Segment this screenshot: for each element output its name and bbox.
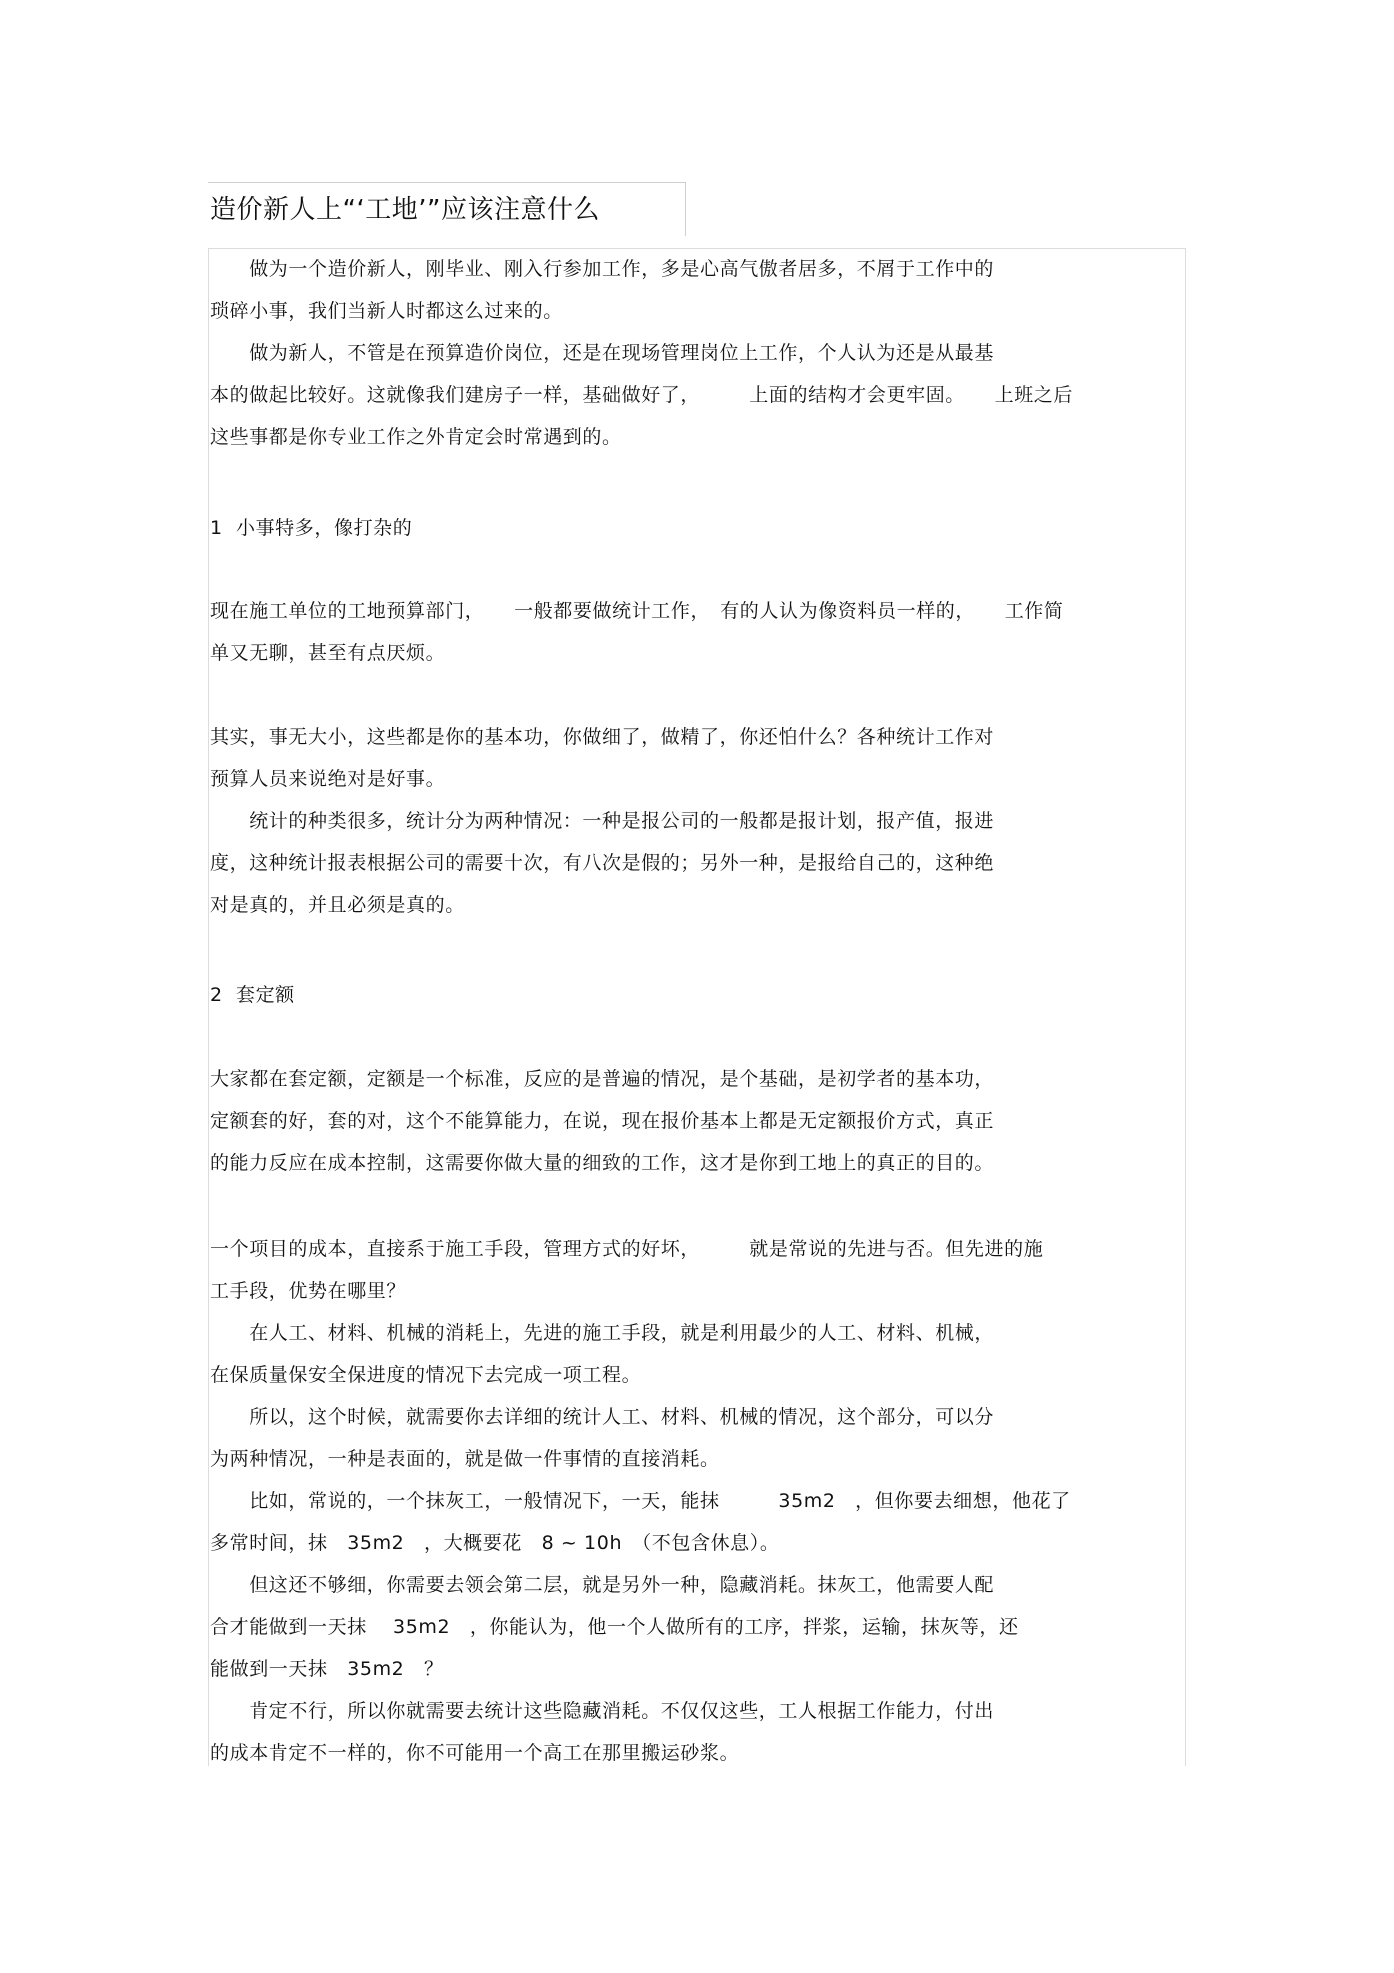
paragraph-line: 工手段，优势在哪里？ bbox=[210, 1280, 407, 1302]
paragraph-line: 多常时间，抹 35m2 ，大概要花 8 ~ 10h （不包含休息）。 bbox=[210, 1532, 780, 1554]
paragraph-line: 度，这种统计报表根据公司的需要十次，有八次是假的；另外一种，是报给自己的，这种绝 bbox=[210, 852, 995, 874]
paragraph-line: 大家都在套定额，定额是一个标准，反应的是普遍的情况，是个基础，是初学者的基本功， bbox=[210, 1068, 995, 1090]
paragraph-line: 预算人员来说绝对是好事。 bbox=[210, 768, 446, 790]
paragraph-line: 的成本肯定不一样的，你不可能用一个高工在那里搬运砂浆。 bbox=[210, 1742, 740, 1764]
paragraph-line: 做为一个造价新人，刚毕业、刚入行参加工作，多是心高气傲者居多，不屑于工作中的 bbox=[210, 258, 995, 280]
paragraph-line: 一个项目的成本，直接系于施工手段，管理方式的好坏， 就是常说的先进与否。但先进的施 bbox=[210, 1238, 1044, 1260]
paragraph-line: 定额套的好，套的对，这个不能算能力，在说，现在报价基本上都是无定额报价方式，真正 bbox=[210, 1110, 995, 1132]
paragraph-line: 在保质量保安全保进度的情况下去完成一项工程。 bbox=[210, 1364, 642, 1386]
section-heading: 2 套定额 bbox=[210, 984, 295, 1006]
paragraph-line: 琐碎小事，我们当新人时都这么过来的。 bbox=[210, 300, 563, 322]
paragraph-line: 单又无聊，甚至有点厌烦。 bbox=[210, 642, 446, 664]
paragraph-line: 现在施工单位的工地预算部门， 一般都要做统计工作， 有的人认为像资料员一样的， 工作简 bbox=[210, 600, 1064, 622]
paragraph-line: 对是真的，并且必须是真的。 bbox=[210, 894, 465, 916]
paragraph-line: 为两种情况，一种是表面的，就是做一件事情的直接消耗。 bbox=[210, 1448, 720, 1470]
paragraph-line: 的能力反应在成本控制，这需要你做大量的细致的工作，这才是你到工地上的真正的目的。 bbox=[210, 1152, 995, 1174]
paragraph-line: 但这还不够细，你需要去领会第二层，就是另外一种，隐藏消耗。抹灰工，他需要人配 bbox=[210, 1574, 995, 1596]
paragraph-line: 在人工、材料、机械的消耗上，先进的施工手段，就是利用最少的人工、材料、机械， bbox=[210, 1322, 995, 1344]
paragraph-line: 统计的种类很多，统计分为两种情况：一种是报公司的一般都是报计划，报产值，报进 bbox=[210, 810, 995, 832]
paragraph-line: 其实，事无大小，这些都是你的基本功，你做细了，做精了，你还怕什么？各种统计工作对 bbox=[210, 726, 995, 748]
paragraph-line: 所以，这个时候，就需要你去详细的统计人工、材料、机械的情况，这个部分，可以分 bbox=[210, 1406, 995, 1428]
paragraph-line: 比如，常说的，一个抹灰工，一般情况下，一天，能抹 35m2 ，但你要去细想，他花了 bbox=[210, 1490, 1071, 1512]
paragraph-line: 合才能做到一天抹 35m2 ，你能认为，他一个人做所有的工序，拌浆，运输，抹灰等，还 bbox=[210, 1616, 1019, 1638]
section-heading: 1 小事特多，像打杂的 bbox=[210, 517, 413, 539]
paragraph-line: 这些事都是你专业工作之外肯定会时常遇到的。 bbox=[210, 426, 622, 448]
paragraph-line: 本的做起比较好。这就像我们建房子一样，基础做好了， 上面的结构才会更牢固。 上班之后 bbox=[210, 384, 1074, 406]
paragraph-line: 肯定不行，所以你就需要去统计这些隐藏消耗。不仅仅这些，工人根据工作能力，付出 bbox=[210, 1700, 995, 1722]
paragraph-line: 做为新人，不管是在预算造价岗位，还是在现场管理岗位上工作，个人认为还是从最基 bbox=[210, 342, 995, 364]
article-title: 造价新人上“‘工地’”应该注意什么 bbox=[210, 195, 600, 225]
paragraph-line: 能做到一天抹 35m2 ？ bbox=[210, 1658, 444, 1680]
